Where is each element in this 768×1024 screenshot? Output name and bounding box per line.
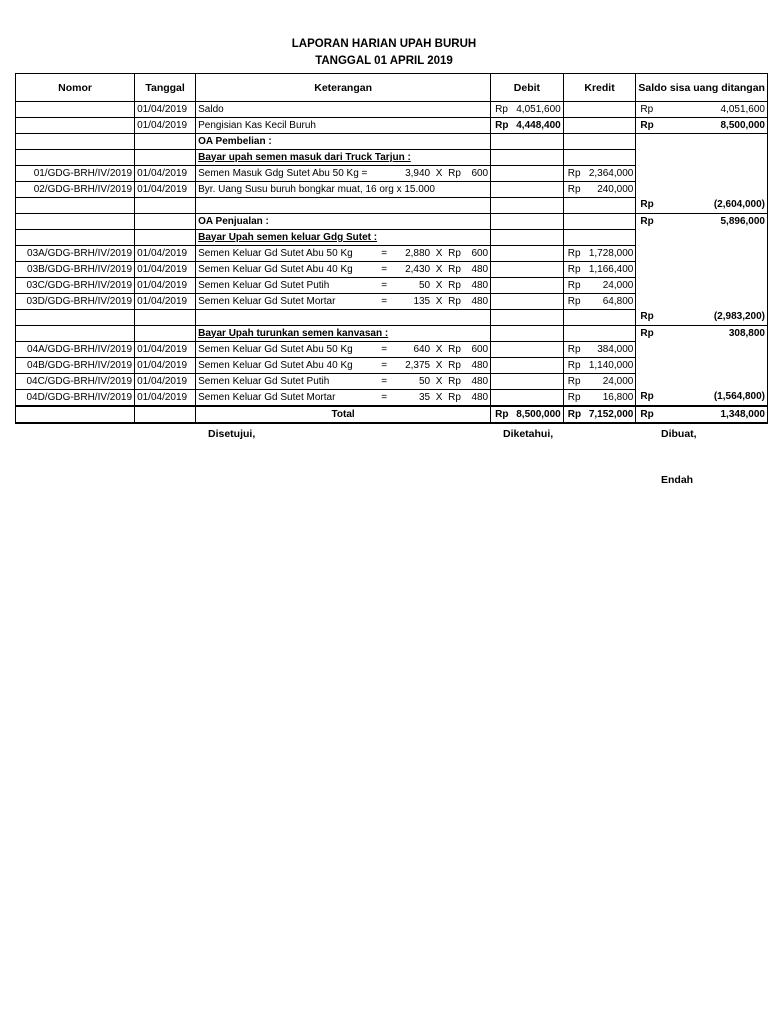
row-equals: =: [381, 295, 388, 307]
kredit-value: 16,800: [602, 391, 634, 403]
currency-label: Rp: [640, 199, 654, 211]
currency-label: Rp: [567, 183, 581, 195]
row-date: 01/04/2019: [135, 118, 196, 134]
currency-label: Rp: [448, 375, 461, 387]
currency-label: Rp: [640, 119, 654, 131]
table-row: [16, 294, 768, 310]
header-debit: Debit: [491, 74, 564, 102]
table-row: [16, 214, 768, 230]
row-number: 04A/GDG-BRH/IV/2019: [16, 342, 135, 358]
currency-label: Rp: [567, 167, 581, 179]
row-description: Semen Keluar Gd Sutet Mortar: [198, 295, 336, 307]
total-kredit: 7,152,000: [588, 408, 634, 420]
signature-name: Endah: [661, 474, 694, 486]
saldo-value: (2,604,000): [713, 199, 765, 211]
row-description: Semen Keluar Gd Sutet Putih: [198, 279, 330, 291]
row-number: 04D/GDG-BRH/IV/2019: [16, 390, 135, 407]
row-equals: =: [381, 279, 388, 291]
row-number: 03C/GDG-BRH/IV/2019: [16, 278, 135, 294]
row-times: X: [435, 343, 443, 355]
row-rate: 480: [471, 295, 489, 307]
table-row: [16, 198, 768, 214]
group-subheading: Bayar Upah semen keluar Gdg Sutet :: [196, 230, 491, 246]
currency-label: Rp: [640, 327, 654, 339]
currency-label: Rp: [448, 263, 461, 275]
row-date: 01/04/2019: [135, 358, 196, 374]
row-description: Byr. Uang Susu buruh bongkar muat, 16 org x 15.000: [196, 182, 491, 198]
currency-label: Rp: [495, 119, 509, 131]
row-description: Semen Masuk Gdg Sutet Abu 50 Kg =: [198, 167, 368, 179]
currency-label: Rp: [640, 215, 654, 227]
kredit-value: 240,000: [597, 183, 634, 195]
row-qty: 2,375: [405, 359, 431, 371]
row-rate: 480: [471, 263, 489, 275]
currency-label: Rp: [567, 408, 582, 420]
currency-label: Rp: [640, 408, 654, 420]
header-tanggal: Tanggal: [135, 74, 196, 102]
saldo-value: (1,564,800): [713, 391, 765, 403]
total-label: Total: [196, 406, 491, 423]
row-number: 02/GDG-BRH/IV/2019: [16, 182, 135, 198]
row-equals: =: [381, 391, 388, 403]
row-date: 01/04/2019: [135, 246, 196, 262]
currency-label: Rp: [495, 408, 509, 420]
debit-value: 4,448,400: [516, 119, 561, 131]
kredit-value: 24,000: [602, 279, 634, 291]
currency-label: Rp: [567, 359, 581, 371]
row-description: Semen Keluar Gd Sutet Putih: [198, 375, 330, 387]
row-date: 01/04/2019: [135, 390, 196, 407]
row-number: 03A/GDG-BRH/IV/2019: [16, 246, 135, 262]
row-equals: =: [381, 359, 388, 371]
row-date: 01/04/2019: [135, 342, 196, 358]
saldo-value: 4,051,600: [720, 103, 765, 115]
currency-label: Rp: [448, 359, 461, 371]
kredit-value: 384,000: [597, 343, 634, 355]
header-kredit: Kredit: [563, 74, 636, 102]
row-times: X: [435, 359, 443, 371]
header-nomor: Nomor: [16, 74, 135, 102]
kredit-value: 1,140,000: [588, 359, 634, 371]
row-description: Semen Keluar Gd Sutet Abu 50 Kg: [198, 247, 353, 259]
row-equals: =: [381, 343, 388, 355]
row-equals: =: [381, 247, 388, 259]
row-number: 03D/GDG-BRH/IV/2019: [16, 294, 135, 310]
row-date: 01/04/2019: [135, 278, 196, 294]
row-description: Saldo: [196, 102, 491, 118]
table-row: [16, 230, 768, 246]
saldo-value: 5,896,000: [720, 215, 765, 227]
row-description: Semen Keluar Gd Sutet Abu 40 Kg: [198, 359, 353, 371]
table-row: [16, 326, 768, 342]
signature-acknowledged: Diketahui,: [503, 428, 554, 440]
table-row: [16, 102, 768, 118]
row-description: Pengisian Kas Kecil Buruh: [196, 118, 491, 134]
table-row: [16, 358, 768, 374]
total-saldo: 1,348,000: [720, 408, 765, 420]
group-heading: OA Pembelian :: [196, 134, 491, 150]
row-rate: 480: [471, 279, 489, 291]
currency-label: Rp: [448, 391, 461, 403]
table-row: [16, 374, 768, 390]
saldo-value: 8,500,000: [720, 119, 765, 131]
row-date: 01/04/2019: [135, 262, 196, 278]
table-header-row: [16, 74, 768, 102]
total-row: [16, 406, 768, 423]
row-rate: 480: [471, 375, 489, 387]
kredit-value: 2,364,000: [588, 167, 634, 179]
total-debit: 8,500,000: [516, 408, 561, 420]
row-number: 04C/GDG-BRH/IV/2019: [16, 374, 135, 390]
saldo-value: (2,983,200): [713, 311, 765, 323]
currency-label: Rp: [640, 103, 654, 115]
row-qty: 135: [413, 295, 431, 307]
table-row: [16, 150, 768, 166]
row-times: X: [435, 279, 443, 291]
row-description: Semen Keluar Gd Sutet Mortar: [198, 391, 336, 403]
table-row: [16, 278, 768, 294]
row-number: 04B/GDG-BRH/IV/2019: [16, 358, 135, 374]
currency-label: Rp: [448, 343, 461, 355]
ledger-table: [15, 73, 768, 424]
row-number: 03B/GDG-BRH/IV/2019: [16, 262, 135, 278]
row-times: X: [435, 167, 443, 179]
row-times: X: [435, 391, 443, 403]
row-qty: 35: [419, 391, 431, 403]
report-date: TANGGAL 01 APRIL 2019: [315, 55, 453, 67]
row-equals: =: [381, 263, 388, 275]
currency-label: Rp: [448, 167, 461, 179]
currency-label: Rp: [640, 391, 654, 403]
kredit-value: 24,000: [602, 375, 634, 387]
table-row: [16, 390, 768, 407]
row-date: 01/04/2019: [135, 182, 196, 198]
currency-label: Rp: [567, 391, 581, 403]
table-row: [16, 134, 768, 150]
group-subheading: Bayar Upah turunkan semen kanvasan :: [196, 326, 491, 342]
table-row: [16, 182, 768, 198]
report-title: LAPORAN HARIAN UPAH BURUH: [291, 38, 477, 50]
row-rate: 480: [471, 359, 489, 371]
header-keterangan: Keterangan: [196, 74, 491, 102]
row-times: X: [435, 247, 443, 259]
table-row: [16, 118, 768, 134]
table-row: [16, 166, 768, 182]
group-heading: OA Penjualan :: [196, 214, 491, 230]
row-date: 01/04/2019: [135, 294, 196, 310]
row-qty: 2,430: [405, 263, 431, 275]
table-row: [16, 262, 768, 278]
row-description: Semen Keluar Gd Sutet Abu 40 Kg: [198, 263, 353, 275]
currency-label: Rp: [448, 295, 461, 307]
saldo-value: 308,800: [728, 327, 765, 339]
kredit-value: 64,800: [602, 295, 634, 307]
signature-approved: Disetujui,: [208, 428, 256, 440]
row-rate: 480: [471, 391, 489, 403]
debit-value: 4,051,600: [516, 103, 561, 115]
table-row: [16, 246, 768, 262]
currency-label: Rp: [567, 279, 581, 291]
table-row: [16, 310, 768, 326]
row-date: 01/04/2019: [135, 374, 196, 390]
kredit-value: 1,166,400: [588, 263, 634, 275]
row-qty: 3,940: [405, 167, 431, 179]
row-qty: 50: [419, 375, 431, 387]
header-saldo: Saldo sisa uang ditangan: [636, 74, 768, 102]
row-number: 01/GDG-BRH/IV/2019: [16, 166, 135, 182]
currency-label: Rp: [448, 247, 461, 259]
row-times: X: [435, 375, 443, 387]
currency-label: Rp: [567, 343, 581, 355]
currency-label: Rp: [567, 375, 581, 387]
row-equals: =: [381, 375, 388, 387]
row-times: X: [435, 263, 443, 275]
row-rate: 600: [471, 167, 489, 179]
row-qty: 50: [419, 279, 431, 291]
row-date: 01/04/2019: [135, 102, 196, 118]
currency-label: Rp: [567, 295, 581, 307]
row-qty: 640: [413, 343, 431, 355]
row-rate: 600: [471, 343, 489, 355]
row-rate: 600: [471, 247, 489, 259]
currency-label: Rp: [640, 311, 654, 323]
row-qty: 2,880: [405, 247, 431, 259]
currency-label: Rp: [495, 103, 508, 115]
table-row: [16, 342, 768, 358]
currency-label: Rp: [567, 263, 581, 275]
group-subheading: Bayar upah semen masuk dari Truck Tarjun :: [196, 150, 491, 166]
row-date: 01/04/2019: [135, 166, 196, 182]
currency-label: Rp: [567, 247, 581, 259]
row-times: X: [435, 295, 443, 307]
kredit-value: 1,728,000: [588, 247, 634, 259]
currency-label: Rp: [448, 279, 461, 291]
signature-made-by: Dibuat,: [661, 428, 697, 440]
row-description: Semen Keluar Gd Sutet Abu 50 Kg: [198, 343, 353, 355]
